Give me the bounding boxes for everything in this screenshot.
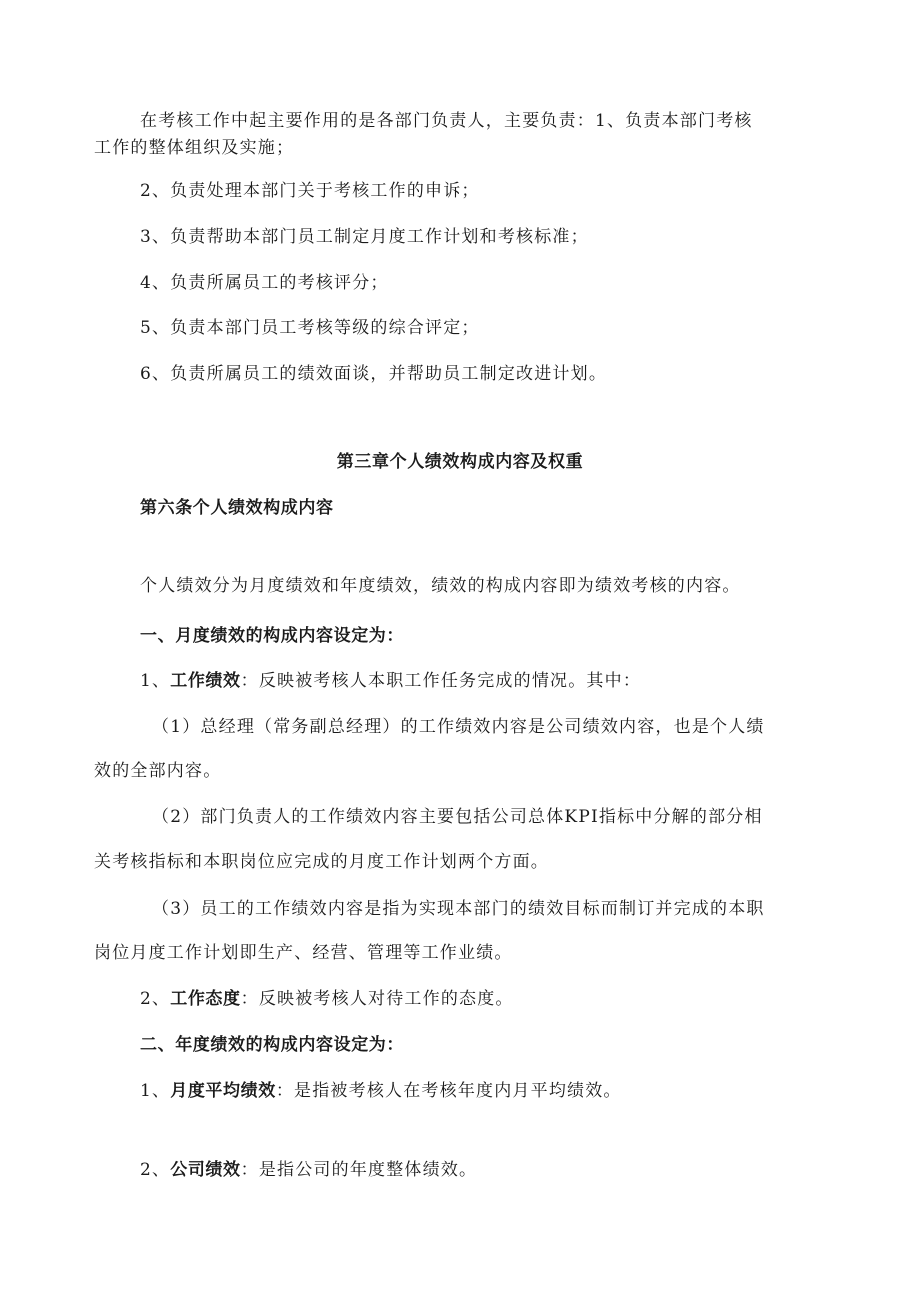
monthly-sub2-line2: 关考核指标和本职岗位应完成的月度工作计划两个方面。 — [94, 852, 549, 872]
monthly-sub3-line2: 岗位月度工作计划即生产、经营、管理等工作业绩。 — [94, 943, 513, 963]
monthly-item-1 — [140, 670, 880, 692]
monthly-item-2-text: ：反映被考核人对待工作的态度。 — [240, 989, 514, 1009]
annual-heading: 二、年度绩效的构成内容设定为： — [140, 1035, 404, 1055]
monthly-sub3-line1: （3）员工的工作绩效内容是指为实现本部门的绩效目标而制订并完成的本职 — [152, 899, 765, 919]
annual-item-2-text: ：是指公司的年度整体绩效。 — [240, 1160, 478, 1180]
duty-item-6: 6、负责所属员工的绩效面谈，并帮助员工制定改进计划。 — [140, 364, 608, 384]
annual-item-1-text: ：是指被考核人在考核年度内月平均绩效。 — [275, 1081, 622, 1101]
monthly-sub1-line2: 效的全部内容。 — [94, 761, 222, 781]
annual-item-2-term: 公司绩效 — [170, 1160, 241, 1180]
monthly-heading: 一、月度绩效的构成内容设定为： — [140, 626, 404, 646]
monthly-item-2 — [140, 988, 880, 1010]
monthly-sub1-line1: （1）总经理（常务副总经理）的工作绩效内容是公司绩效内容，也是个人绩 — [152, 717, 765, 737]
chapter-title: 第三章个人绩效构成内容及权重 — [336, 452, 584, 472]
monthly-item-1-text: ：反映被考核人本职工作任务完成的情况。其中： — [240, 671, 642, 691]
duty-item-2: 2、负责处理本部门关于考核工作的申诉； — [140, 181, 480, 201]
article-title: 第六条个人绩效构成内容 — [140, 498, 334, 518]
monthly-item-1-term: 工作绩效 — [170, 671, 241, 691]
annual-item-1-term: 月度平均绩效 — [170, 1081, 276, 1101]
annual-item-1-prefix: 1、 — [140, 1081, 171, 1101]
annual-item-2-prefix: 2、 — [140, 1160, 171, 1180]
overview-paragraph: 个人绩效分为月度绩效和年度绩效，绩效的构成内容即为绩效考核的内容。 — [140, 576, 741, 596]
duty-item-4: 4、负责所属员工的考核评分； — [140, 273, 389, 293]
annual-item-2 — [140, 1159, 880, 1181]
duties-intro-line2: 工作的整体组织及实施； — [94, 138, 295, 158]
monthly-sub2-line1: （2）部门负责人的工作绩效内容主要包括公司总体KPI指标中分解的部分相 — [152, 807, 763, 827]
annual-item-1 — [140, 1080, 880, 1102]
monthly-item-2-term: 工作态度 — [170, 989, 241, 1009]
monthly-item-1-prefix: 1、 — [140, 671, 171, 691]
duties-intro-line1: 在考核工作中起主要作用的是各部门负责人，主要负责：1、负责本部门考核 — [140, 111, 753, 131]
duty-item-3: 3、负责帮助本部门员工制定月度工作计划和考核标准； — [140, 227, 589, 247]
duty-item-5: 5、负责本部门员工考核等级的综合评定； — [140, 318, 480, 338]
monthly-item-2-prefix: 2、 — [140, 989, 171, 1009]
